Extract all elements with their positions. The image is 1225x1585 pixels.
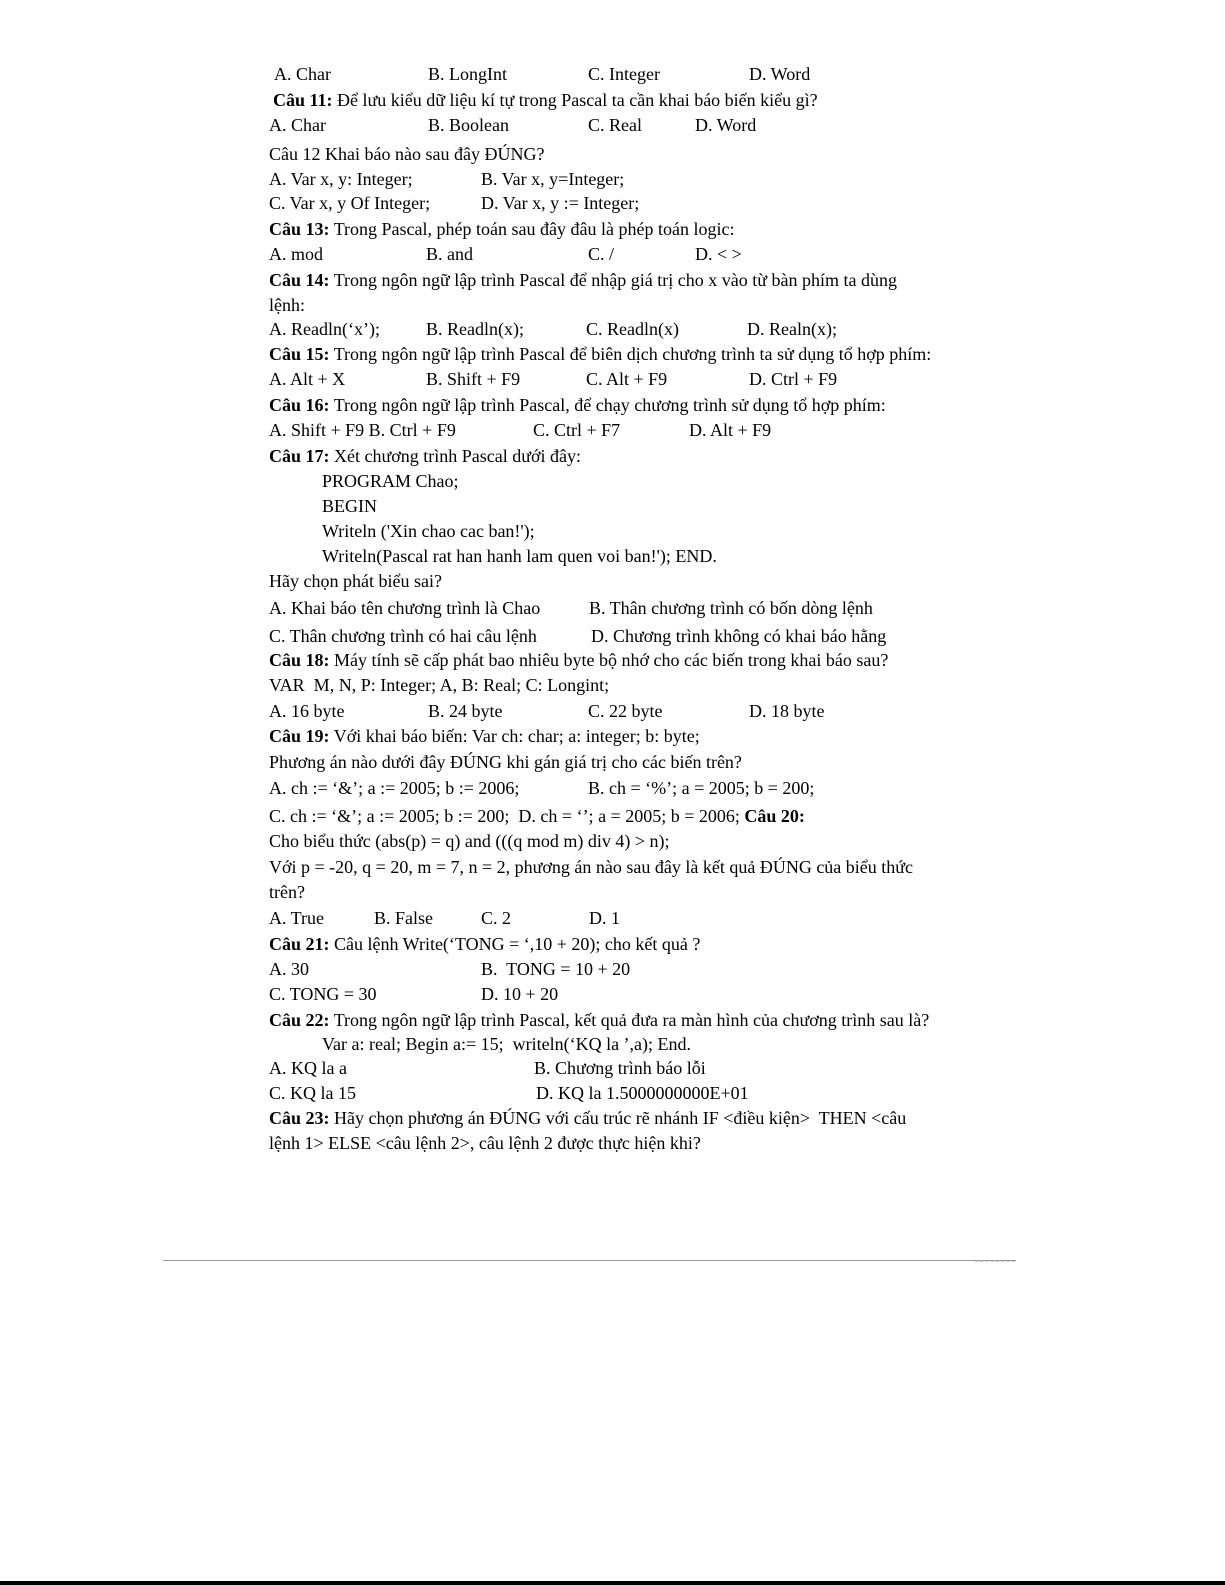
- q21-option-b: B. TONG = 10 + 20: [481, 959, 631, 979]
- q14-question-cont: lệnh:: [269, 295, 305, 315]
- q18-option-b: B. 24 byte: [428, 701, 503, 721]
- q23-text: Hãy chọn phương án ĐÚNG với cấu trúc rẽ nhánh IF <điều kiện> THEN <câu: [329, 1108, 907, 1128]
- q13-option-b: B. and: [426, 244, 473, 264]
- q20-option-b: B. False: [374, 908, 434, 928]
- q19-text: Với khai báo biến: Var ch: char; a: integer; b: byte;: [329, 726, 700, 746]
- q14-option-c: C. Readln(x): [586, 319, 679, 339]
- q11-option-a: A. Char: [269, 115, 326, 135]
- q17-option-b: B. Thân chương trình có bốn dòng lệnh: [589, 598, 873, 618]
- q15-question: [269, 343, 931, 365]
- q13-text: Trong Pascal, phép toán sau đây đâu là phép toán logic:: [329, 219, 735, 239]
- q23-label: Câu 23:: [269, 1108, 330, 1128]
- q20-option-d: D. 1: [589, 908, 620, 928]
- q23-question-cont: lệnh 1> ELSE <câu lệnh 2>, câu lệnh 2 được thực hiện khi?: [269, 1133, 701, 1153]
- q21-option-c: C. TONG = 30: [269, 984, 377, 1004]
- q17-option-d: D. Chương trình không có khai báo hằng: [591, 626, 887, 646]
- q12-option-b: B. Var x, y=Integer;: [481, 169, 625, 189]
- q17-option-a: A. Khai báo tên chương trình là Chao: [269, 598, 541, 618]
- q10-option-d: D. Word: [749, 64, 811, 84]
- q11-option-b: B. Boolean: [428, 115, 509, 135]
- q19-option-a: A. ch := ‘&’; a := 2005; b := 2006;: [269, 778, 520, 798]
- q10-option-c: C. Integer: [588, 64, 660, 84]
- q22-text: Trong ngôn ngữ lập trình Pascal, kết quả đưa ra màn hình của chương trình sau là?: [329, 1010, 930, 1030]
- q20-question-cont: trên?: [269, 882, 305, 902]
- q11-question: [273, 89, 818, 111]
- q13-label: Câu 13:: [269, 219, 330, 239]
- q21-label: Câu 21:: [269, 934, 330, 954]
- q21-option-d: D. 10 + 20: [481, 984, 559, 1004]
- q19-option-cd-text: C. ch := ‘&’; a := 2005; b := 200; D. ch = ‘’; a = 2005; b = 2006;: [269, 806, 745, 826]
- q18-option-c: C. 22 byte: [588, 701, 663, 721]
- q10-option-b: B. LongInt: [428, 64, 507, 84]
- q17-code-line: BEGIN: [322, 496, 377, 516]
- q14-option-a: A. Readln(‘x’);: [269, 319, 380, 339]
- q16-option-d: D. Alt + F9: [689, 420, 772, 440]
- q19-option-b: B. ch = ‘%’; a = 2005; b = 200;: [588, 778, 815, 798]
- q11-text: Để lưu kiểu dữ liệu kí tự trong Pascal ta cần khai báo biến kiểu gì?: [332, 90, 818, 110]
- q22-question: [269, 1009, 929, 1031]
- q22-label: Câu 22:: [269, 1010, 330, 1030]
- q21-text: Câu lệnh Write(‘TONG = ‘,10 + 20); cho kết quả ?: [329, 934, 701, 954]
- q12-option-c: C. Var x, y Of Integer;: [269, 193, 431, 213]
- q17-label: Câu 17:: [269, 446, 330, 466]
- q16-option-ab: A. Shift + F9 B. Ctrl + F9: [269, 420, 456, 440]
- q16-text: Trong ngôn ngữ lập trình Pascal, để chạy chương trình sử dụng tổ hợp phím:: [329, 395, 886, 415]
- q13-option-c: C. /: [588, 244, 615, 264]
- q17-code-line: Writeln ('Xin chao cac ban!');: [322, 521, 535, 541]
- q20-option-c: C. 2: [481, 908, 512, 928]
- q15-label: Câu 15:: [269, 344, 330, 364]
- q17-prompt: Hãy chọn phát biểu sai?: [269, 571, 442, 591]
- q22-option-b: B. Chương trình báo lỗi: [534, 1058, 706, 1078]
- q10-option-a: A. Char: [274, 64, 331, 84]
- q16-label: Câu 16:: [269, 395, 330, 415]
- q22-option-c: C. KQ la 15: [269, 1083, 356, 1103]
- q14-text: Trong ngôn ngữ lập trình Pascal để nhập giá trị cho x vào từ bàn phím ta dùng: [329, 270, 897, 290]
- q23-question: [269, 1107, 906, 1129]
- q14-option-d: D. Realn(x);: [747, 319, 837, 339]
- q15-option-b: B. Shift + F9: [426, 369, 521, 389]
- q19-prompt: Phương án nào dưới đây ĐÚNG khi gán giá trị cho các biến trên?: [269, 752, 742, 772]
- q18-label: Câu 18:: [269, 650, 330, 670]
- q18-question: [269, 649, 888, 671]
- q19-question: [269, 725, 700, 747]
- q15-option-c: C. Alt + F9: [586, 369, 668, 389]
- q15-text: Trong ngôn ngữ lập trình Pascal để biên dịch chương trình ta sử dụng tổ hợp phím:: [329, 344, 932, 364]
- q18-declaration: VAR M, N, P: Integer; A, B: Real; C: Longint;: [269, 675, 610, 695]
- q17-text: Xét chương trình Pascal dưới đây:: [329, 446, 582, 466]
- q12-question: Câu 12 Khai báo nào sau đây ĐÚNG?: [269, 144, 545, 164]
- q21-option-a: A. 30: [269, 959, 309, 979]
- page-divider: [163, 1260, 1016, 1261]
- q21-question: [269, 933, 700, 955]
- q15-option-d: D. Ctrl + F9: [749, 369, 838, 389]
- q18-option-a: A. 16 byte: [269, 701, 345, 721]
- q13-option-d: D. < >: [695, 244, 742, 264]
- q20-expression: Cho biểu thức (abs(p) = q) and (((q mod m) div 4) > n);: [269, 831, 670, 851]
- q14-label: Câu 14:: [269, 270, 330, 290]
- q11-label: Câu 11:: [273, 90, 333, 110]
- q12-option-d: D. Var x, y := Integer;: [481, 193, 640, 213]
- q17-option-c: C. Thân chương trình có hai câu lệnh: [269, 626, 537, 646]
- q12-option-a: A. Var x, y: Integer;: [269, 169, 413, 189]
- q17-code-line: Writeln(Pascal rat han hanh lam quen voi ban!'); END.: [322, 546, 717, 566]
- q19-option-cd: [269, 805, 805, 827]
- q22-option-a: A. KQ la a: [269, 1058, 347, 1078]
- q22-code: Var a: real; Begin a:= 15; writeln(‘KQ la ’,a); End.: [322, 1034, 692, 1054]
- q11-option-d: D. Word: [695, 115, 757, 135]
- q20-option-a: A. True: [269, 908, 325, 928]
- q13-option-a: A. mod: [269, 244, 323, 264]
- q15-option-a: A. Alt + X: [269, 369, 346, 389]
- q13-question: [269, 218, 734, 240]
- q14-question: [269, 269, 897, 291]
- q19-label: Câu 19:: [269, 726, 330, 746]
- page-divider-tail: [975, 1261, 1015, 1262]
- q18-text: Máy tính sẽ cấp phát bao nhiêu byte bộ nhớ cho các biến trong khai báo sau?: [329, 650, 889, 670]
- page-bottom-edge: [0, 1581, 1225, 1585]
- q20-question: Với p = -20, q = 20, m = 7, n = 2, phương án nào sau đây là kết quả ĐÚNG của biểu thức: [269, 857, 914, 877]
- q20-label: Câu 20:: [744, 806, 805, 826]
- q17-question: [269, 445, 581, 467]
- q11-option-c: C. Real: [588, 115, 642, 135]
- q16-question: [269, 394, 886, 416]
- q14-option-b: B. Readln(x);: [426, 319, 524, 339]
- q16-option-c: C. Ctrl + F7: [533, 420, 621, 440]
- q18-option-d: D. 18 byte: [749, 701, 825, 721]
- q17-code-line: PROGRAM Chao;: [322, 471, 459, 491]
- q22-option-d: D. KQ la 1.5000000000E+01: [536, 1083, 749, 1103]
